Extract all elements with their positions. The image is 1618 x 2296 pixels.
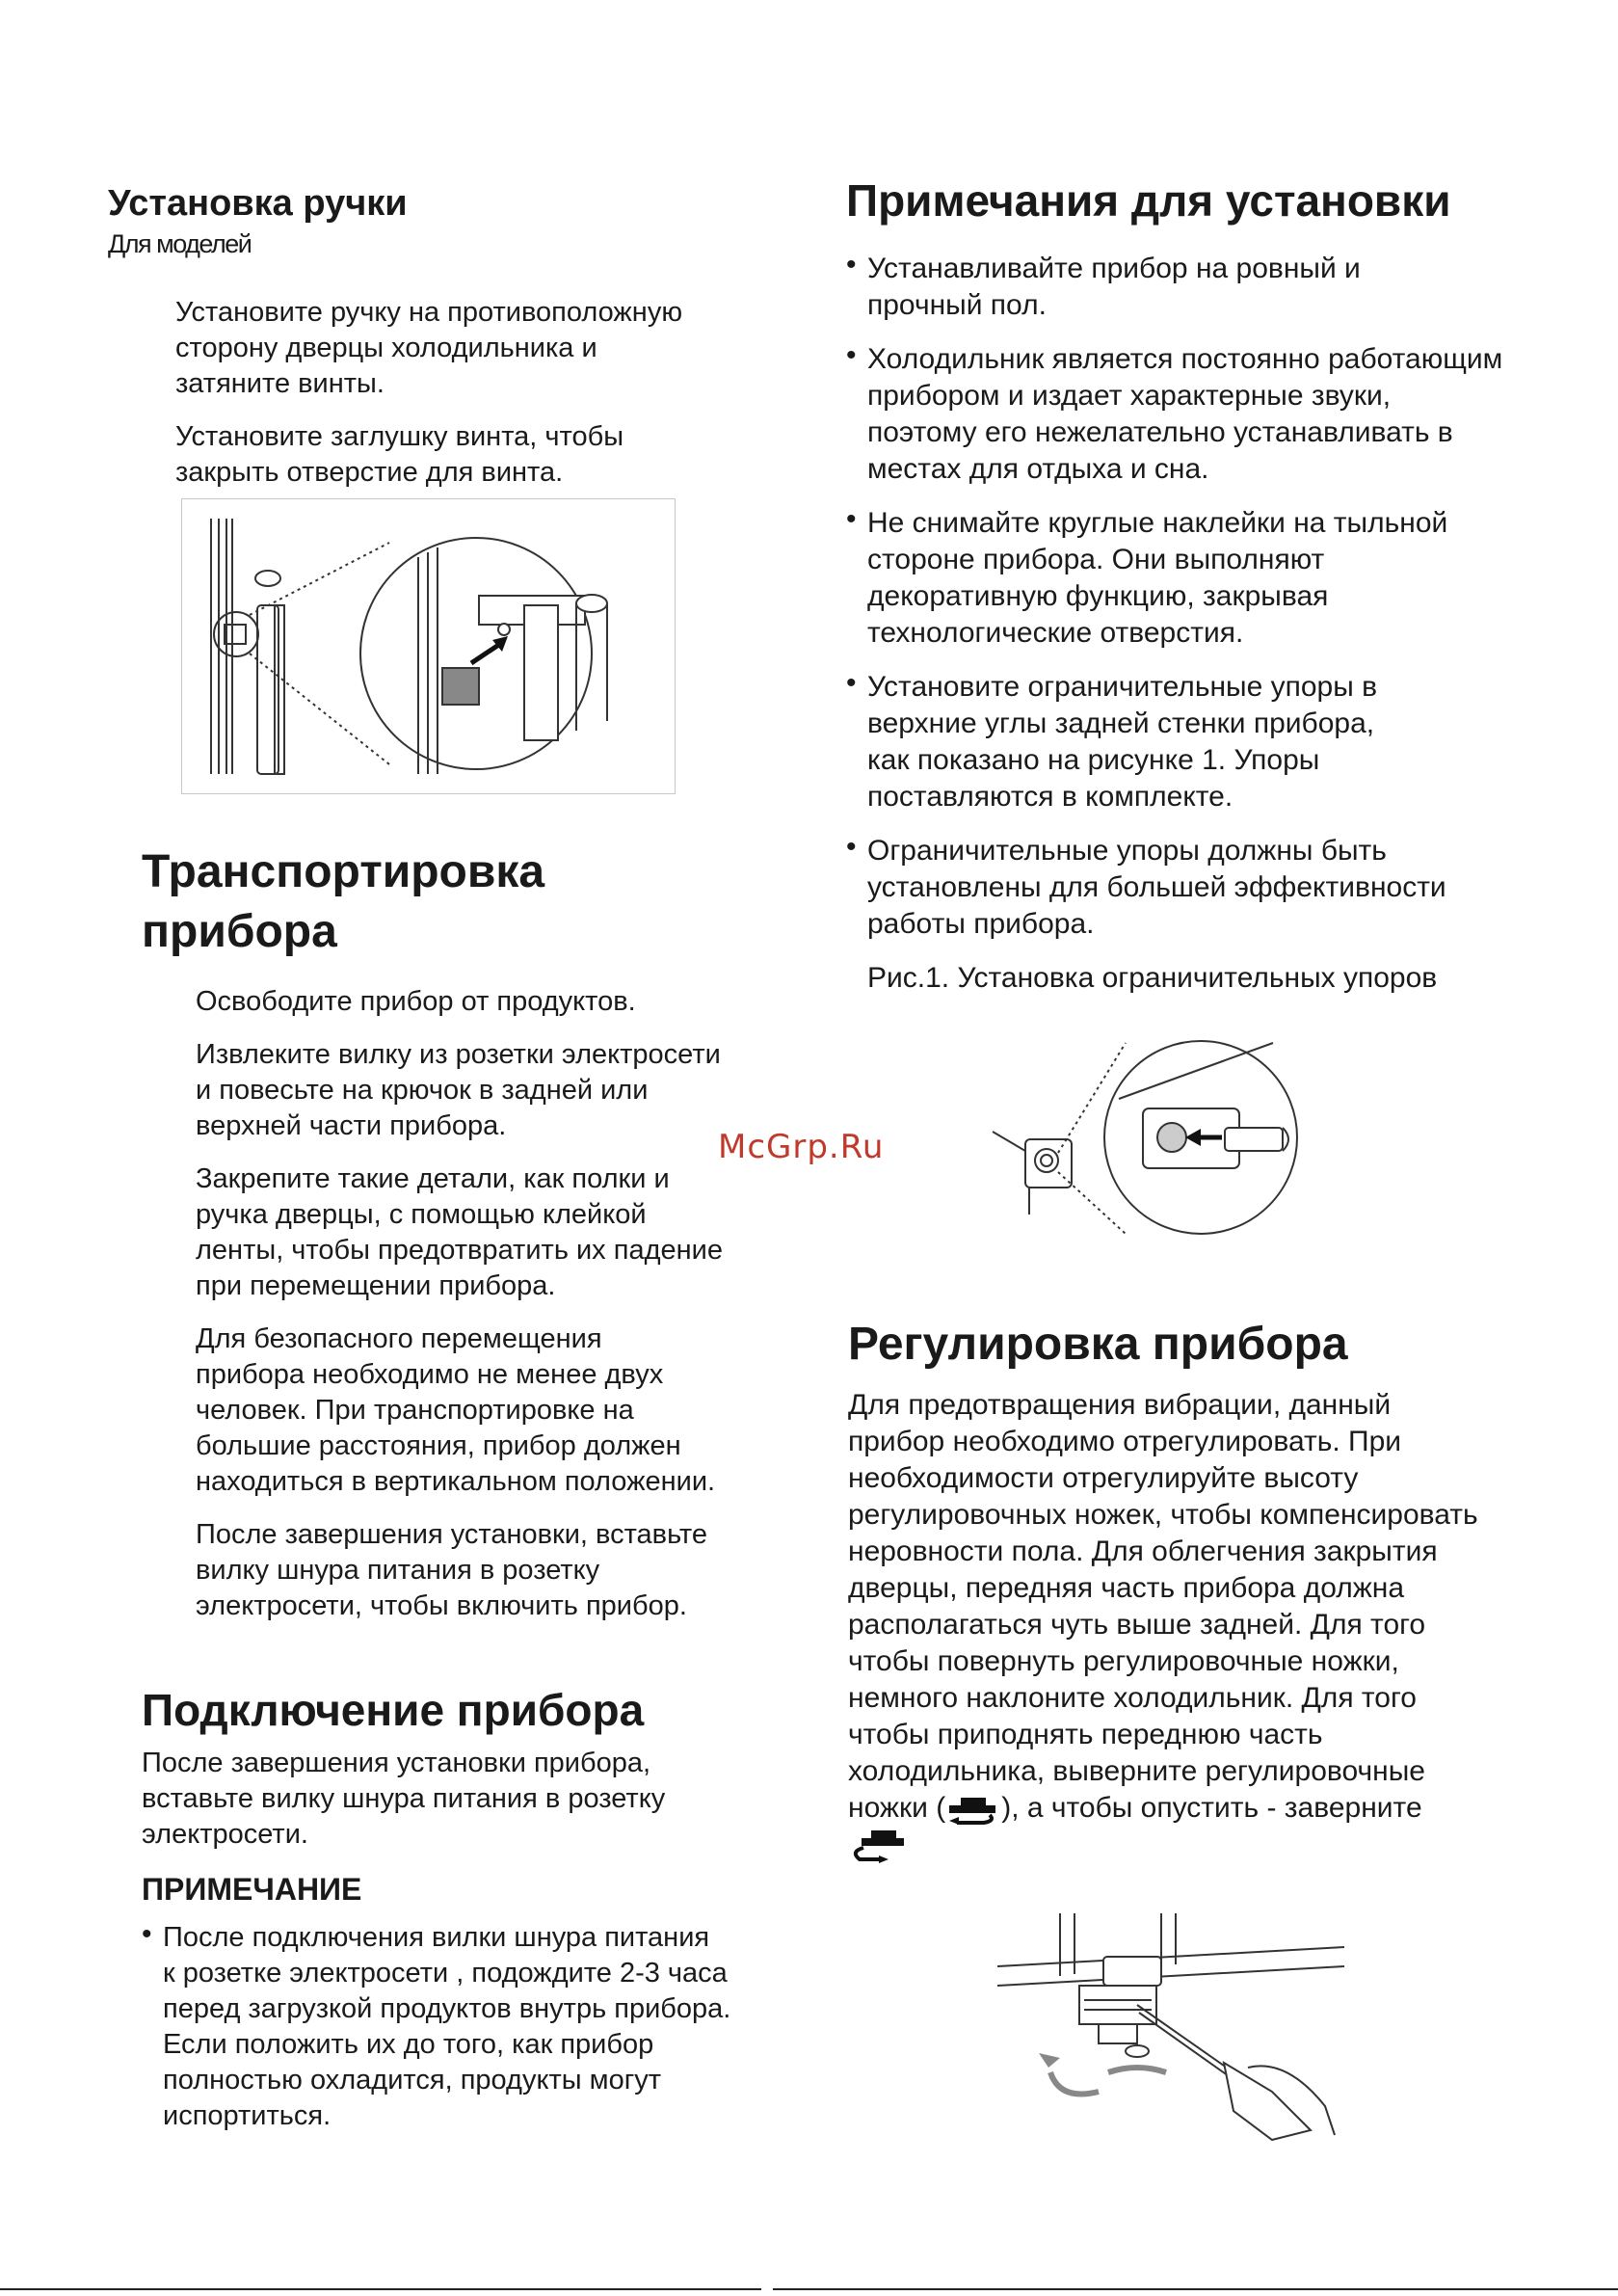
install-note-1: • Устанавливайте прибор на ровный и прочный пол. [846, 251, 1578, 324]
handle-section [108, 179, 782, 260]
leveling-title: Регулировка прибора [848, 1319, 1348, 1370]
install-notes-section [846, 172, 1578, 1014]
transport-paragraph-3: Закрепите такие детали, как полки и ручка дверцы, с помощью клейкой ленты, чтобы предотвратить их падение при перемещении прибора. [196, 1163, 723, 1301]
door-handle-illustration [182, 499, 675, 793]
spacer-illustration [989, 1024, 1307, 1245]
leveling-text-after-icon: ), а чтобы опустить - заверните [1001, 1792, 1422, 1824]
handle-paragraph-1: Установите ручку на противоположную сторону дверцы холодильника и затяните винты. [175, 297, 683, 399]
install-notes-title: Примечания для установки [846, 175, 1451, 226]
footer-divider-right [773, 2288, 1618, 2290]
transport-paragraph-2: Извлеките вилку из розетки электросети и повесьте на крючок в задней или верхней части прибора. [196, 1039, 721, 1141]
note-list [142, 1920, 816, 2134]
handle-title: Установка ручки [108, 183, 408, 224]
install-notes-list [846, 251, 1578, 943]
leveling-text: Для предотвращения вибрации, данный прибор необходимо отрегулировать. При необходимости отрегулируйте высоту регулировочных ножек, чтобы компенсировать неровности пола. Для облегчения закрытия дверцы, передняя часть прибора должна располагаться чуть выше задней. Для того чтобы повернуть регулировочные ножки, немного наклоните холодильник. Для того чтобы приподнять переднюю часть холодильника, выверните регулировочные [848, 1389, 1478, 1787]
leveling-illustration [993, 1909, 1349, 2149]
install-note-3: • Не снимайте круглые наклейки на тыльной стороне прибора. Они выполняют декоративную функцию, закрывая технологические отверстия. [846, 505, 1578, 652]
handle-illustration [181, 498, 676, 794]
handle-paragraph-2: Установите заглушку винта, чтобы закрыть отверстие для винта. [175, 421, 624, 488]
handle-subtitle: Для моделей [108, 229, 252, 258]
transport-title-line-2: прибора [142, 906, 337, 957]
note-bullet: • После подключения вилки шнура питания к розетке электросети , подождите 2-3 часа перед загрузкой продуктов внутрь прибора. Если положить их до того, как прибор полностью охладится, продукты могут испортиться. [142, 1920, 816, 2134]
transport-paragraph-4: Для безопасного перемещения прибора необходимо не менее двух человек. При транспортировке на большие расстояния, прибор должен находиться в вертикальном положении. [196, 1323, 716, 1497]
transport-paragraph-1: Освободите прибор от продуктов. [196, 986, 636, 1017]
transport-text [196, 984, 812, 1642]
leveling-section [848, 1316, 1590, 1863]
spacer-install-illustration [989, 1024, 1307, 1245]
handle-text [175, 295, 792, 508]
transport-section [142, 842, 797, 962]
connection-section [142, 1682, 816, 2151]
watermark: McGrp.Ru [718, 1128, 885, 1166]
figure-caption: Рис.1. Установка ограничительных упоров [867, 962, 1438, 994]
footer-divider-left [0, 2288, 761, 2290]
screw-in-direction-icon [848, 1829, 908, 1863]
install-note-4: • Установите ограничительные упоры в верхние углы задней стенки прибора, как показано на рисунке 1. Упоры поставляются в комплекте. [846, 669, 1578, 815]
unscrew-direction-icon [945, 1794, 1001, 1825]
install-note-2: • Холодильник является постоянно работающим прибором и издает характерные звуки, поэтому его нежелательно устанавливать в местах для отдыха и сна. [846, 341, 1578, 488]
transport-paragraph-5: После завершения установки, вставьте вилку шнура питания в розетку электросети, чтобы включить прибор. [196, 1519, 708, 1621]
note-title: ПРИМЕЧАНИЕ [142, 1872, 362, 1907]
leveling-foot-screwdriver-illustration [993, 1909, 1349, 2149]
transport-title-line-1: Транспортировка [142, 846, 545, 897]
connection-title: Подключение прибора [142, 1685, 645, 1735]
install-note-5: • Ограничительные упоры должны быть установлены для большей эффективности работы прибора. [846, 833, 1578, 943]
connection-paragraph: После завершения установки прибора, вставьте вилку шнура питания в розетку электросети. [142, 1748, 666, 1850]
leveling-text-tail [848, 1790, 1590, 1827]
leveling-text-before-icon: ножки ( [848, 1792, 946, 1824]
